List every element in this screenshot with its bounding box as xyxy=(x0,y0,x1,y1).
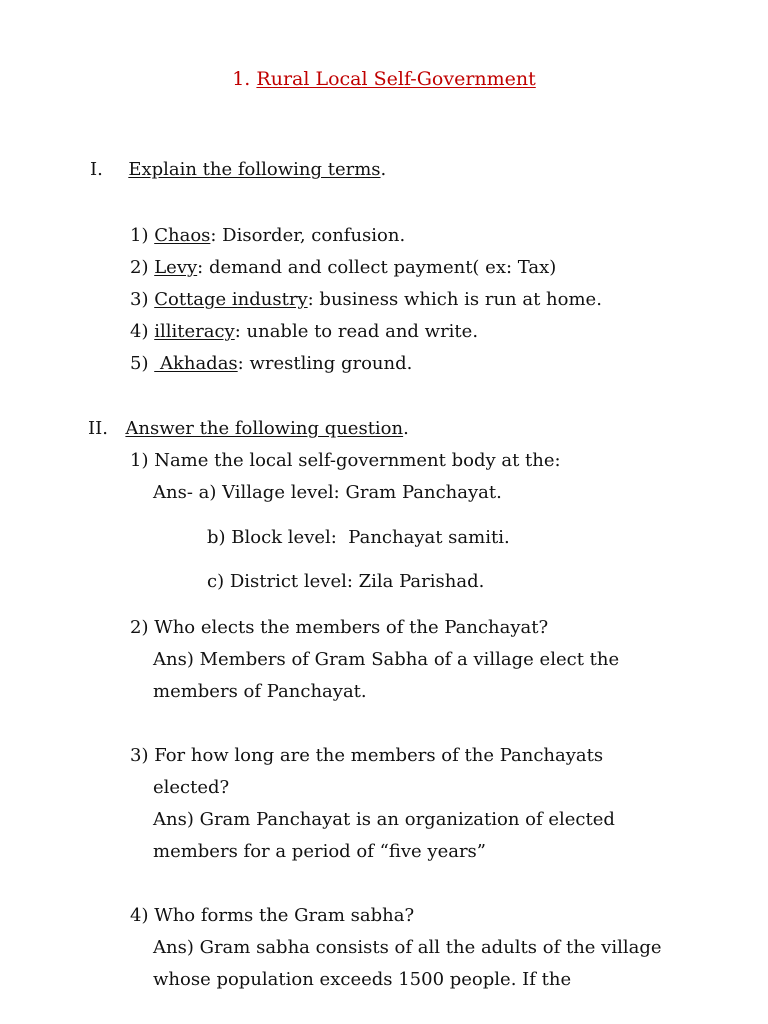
section-2-numeral: II. xyxy=(88,418,108,439)
answer-3-line-1: Ans) Gram Panchayat is an organization of elected xyxy=(153,809,615,830)
question-3-line-2: elected? xyxy=(153,777,230,798)
title-text: Rural Local Self-Government xyxy=(256,68,536,90)
question-3-line-1: 3) For how long are the members of the Panchayats xyxy=(130,745,604,766)
answer-1c: c) District level: Zila Parishad. xyxy=(207,571,485,592)
term-definition: : demand and collect payment( ex: Tax) xyxy=(197,257,557,278)
answer-3-line-2: members for a period of “five years” xyxy=(153,841,486,862)
page-title xyxy=(0,68,768,90)
term-definition: : wrestling ground. xyxy=(237,353,413,374)
section-2-heading xyxy=(88,418,409,440)
title-number: 1. xyxy=(232,68,251,90)
term-number: 3) xyxy=(130,289,149,310)
term-item xyxy=(130,353,412,375)
section-1-heading-period: . xyxy=(380,159,387,180)
section-1-heading xyxy=(90,159,386,181)
term-item xyxy=(130,321,478,343)
term-number: 5) xyxy=(130,353,149,374)
answer-1b: b) Block level: Panchayat samiti. xyxy=(207,527,510,548)
term-word: Levy xyxy=(154,257,198,278)
term-definition: : business which is run at home. xyxy=(307,289,602,310)
term-word: Chaos xyxy=(154,225,211,246)
term-definition: : Disorder, confusion. xyxy=(210,225,406,246)
term-word: illiteracy xyxy=(154,321,235,342)
term-item xyxy=(130,225,405,247)
question-2: 2) Who elects the members of the Panchayat? xyxy=(130,617,549,638)
term-number: 2) xyxy=(130,257,149,278)
term-number: 4) xyxy=(130,321,149,342)
section-2-heading-period: . xyxy=(403,418,409,439)
term-word: Akhadas xyxy=(154,353,238,374)
term-item xyxy=(130,289,602,311)
section-1-numeral: I. xyxy=(90,159,103,180)
answer-2-line-1: Ans) Members of Gram Sabha of a village elect the xyxy=(153,649,620,670)
section-2-heading-text: Answer the following question xyxy=(125,418,404,439)
term-word: Cottage industry xyxy=(154,289,308,310)
section-1-heading-text: Explain the following terms xyxy=(128,159,381,180)
term-number: 1) xyxy=(130,225,149,246)
answer-4-line-1: Ans) Gram sabha consists of all the adults of the village xyxy=(153,937,662,958)
question-4: 4) Who forms the Gram sabha? xyxy=(130,905,415,926)
term-definition: : unable to read and write. xyxy=(234,321,479,342)
answer-2-line-2: members of Panchayat. xyxy=(153,681,367,702)
question-1: 1) Name the local self-government body at the: xyxy=(130,450,561,471)
term-item xyxy=(130,257,556,279)
answer-4-line-2: whose population exceeds 1500 people. If the xyxy=(153,969,572,990)
answer-1a: Ans- a) Village level: Gram Panchayat. xyxy=(153,482,502,503)
